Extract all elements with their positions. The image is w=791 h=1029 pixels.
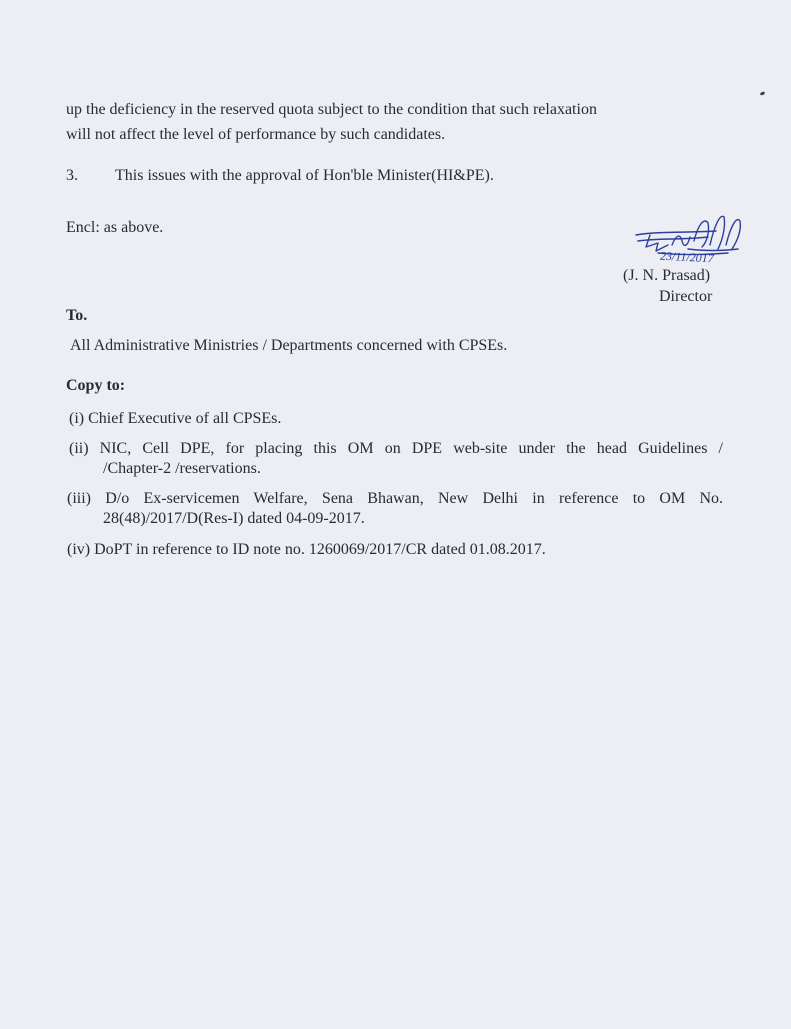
copy-to-item-2: (ii) NIC, Cell DPE, for placing this OM on DPE web-site under the head Guidelines / xyxy=(69,440,723,457)
signatory-name: (J. N. Prasad) xyxy=(623,267,711,284)
copy-to-heading: Copy to: xyxy=(66,377,126,394)
copy-to-item-3-cont: 28(48)/2017/D(Res-I) dated 04-09-2017. xyxy=(103,510,365,527)
copy-to-item-3: (iii) D/o Ex-servicemen Welfare, Sena Bhawan, New Delhi in reference to OM No. xyxy=(67,490,723,507)
scan-speck xyxy=(760,91,766,96)
enclosure-note: Encl: as above. xyxy=(66,219,164,236)
to-recipient: All Administrative Ministries / Departments concerned with CPSEs. xyxy=(70,337,508,354)
copy-to-item-4: (iv) DoPT in reference to ID note no. 1260069/2017/CR dated 01.08.2017. xyxy=(67,541,546,558)
signatory-designation: Director xyxy=(659,288,713,305)
paragraph-number: 3. xyxy=(66,167,78,184)
copy-to-item-1: (i) Chief Executive of all CPSEs. xyxy=(69,410,282,427)
body-line-1: up the deficiency in the reserved quota subject to the condition that such relaxation xyxy=(66,101,597,118)
copy-to-item-2-cont: /Chapter-2 /reservations. xyxy=(103,460,261,477)
body-line-2: will not affect the level of performance by such candidates. xyxy=(66,126,446,143)
paragraph-text: This issues with the approval of Hon'ble Minister(HI&PE). xyxy=(115,167,494,184)
handwritten-date: 23/11/2017 xyxy=(659,248,715,266)
to-heading: To. xyxy=(66,307,88,324)
